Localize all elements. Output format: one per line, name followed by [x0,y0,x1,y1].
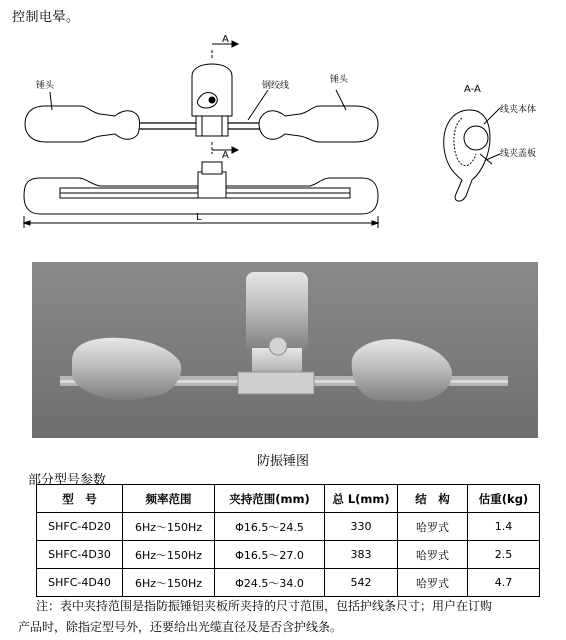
cell-frequency: 6Hz～150Hz [123,569,215,597]
label-steel-strand: 钢绞线 [262,81,290,91]
cell-frequency: 6Hz～150Hz [123,513,215,541]
label-hammer-right: 锤头 [330,75,349,85]
header-clamp-range: 夹持范围(mm) [215,485,325,513]
section-title: A-A [464,84,481,95]
header-total-length: 总 L(mm) [325,485,398,513]
cell-clamp-range: Φ16.5～27.0 [215,541,325,569]
cell-structure: 哈罗式 [398,541,468,569]
spec-table [36,484,540,597]
table-header-row [37,485,540,513]
header-model: 型 号 [37,485,123,513]
product-photo [32,262,538,438]
table-row [37,569,540,597]
cell-weight: 2.5 [468,541,540,569]
label-clamp-cover: 线夹盖板 [500,149,537,159]
cell-weight: 1.4 [468,513,540,541]
cell-frequency: 6Hz～150Hz [123,541,215,569]
label-hammer-left: 锤头 [36,81,55,91]
cell-model: SHFC-4D30 [37,541,123,569]
cell-total-length: 383 [325,541,398,569]
note-text [18,596,548,638]
cell-structure: 哈罗式 [398,513,468,541]
note-line-2: 产品时，除指定型号外，还要给出光缆直径及是否含护线条。 [18,620,343,634]
top-view-drawing [25,41,378,154]
cell-weight: 4.7 [468,569,540,597]
cell-model: SHFC-4D40 [37,569,123,597]
section-mark-top: A [222,34,229,45]
header-structure: 结 构 [398,485,468,513]
intro-text: 控制电晕。 [12,10,80,25]
dimension-label: L [196,212,202,223]
section-a-a-drawing [444,108,500,201]
label-clamp-body: 线夹本体 [500,105,537,115]
cell-total-length: 542 [325,569,398,597]
cell-total-length: 330 [325,513,398,541]
table-heading: 部分型号参数 [28,473,107,488]
photo-caption: 防振锤图 [256,454,309,469]
header-frequency: 频率范围 [123,485,215,513]
cell-model: SHFC-4D20 [37,513,123,541]
table-row [37,541,540,569]
header-weight: 估重(kg) [468,485,540,513]
cell-structure: 哈罗式 [398,569,468,597]
cell-clamp-range: Φ24.5～34.0 [215,569,325,597]
technical-drawing [0,30,566,240]
cell-clamp-range: Φ16.5～24.5 [215,513,325,541]
note-line-1: 注：表中夹持范围是指防振锤铝夹板所夹持的尺寸范围，包括护线条尺寸；用户在订购 [36,599,493,613]
table-row [37,513,540,541]
section-mark-bottom: A [222,150,229,161]
